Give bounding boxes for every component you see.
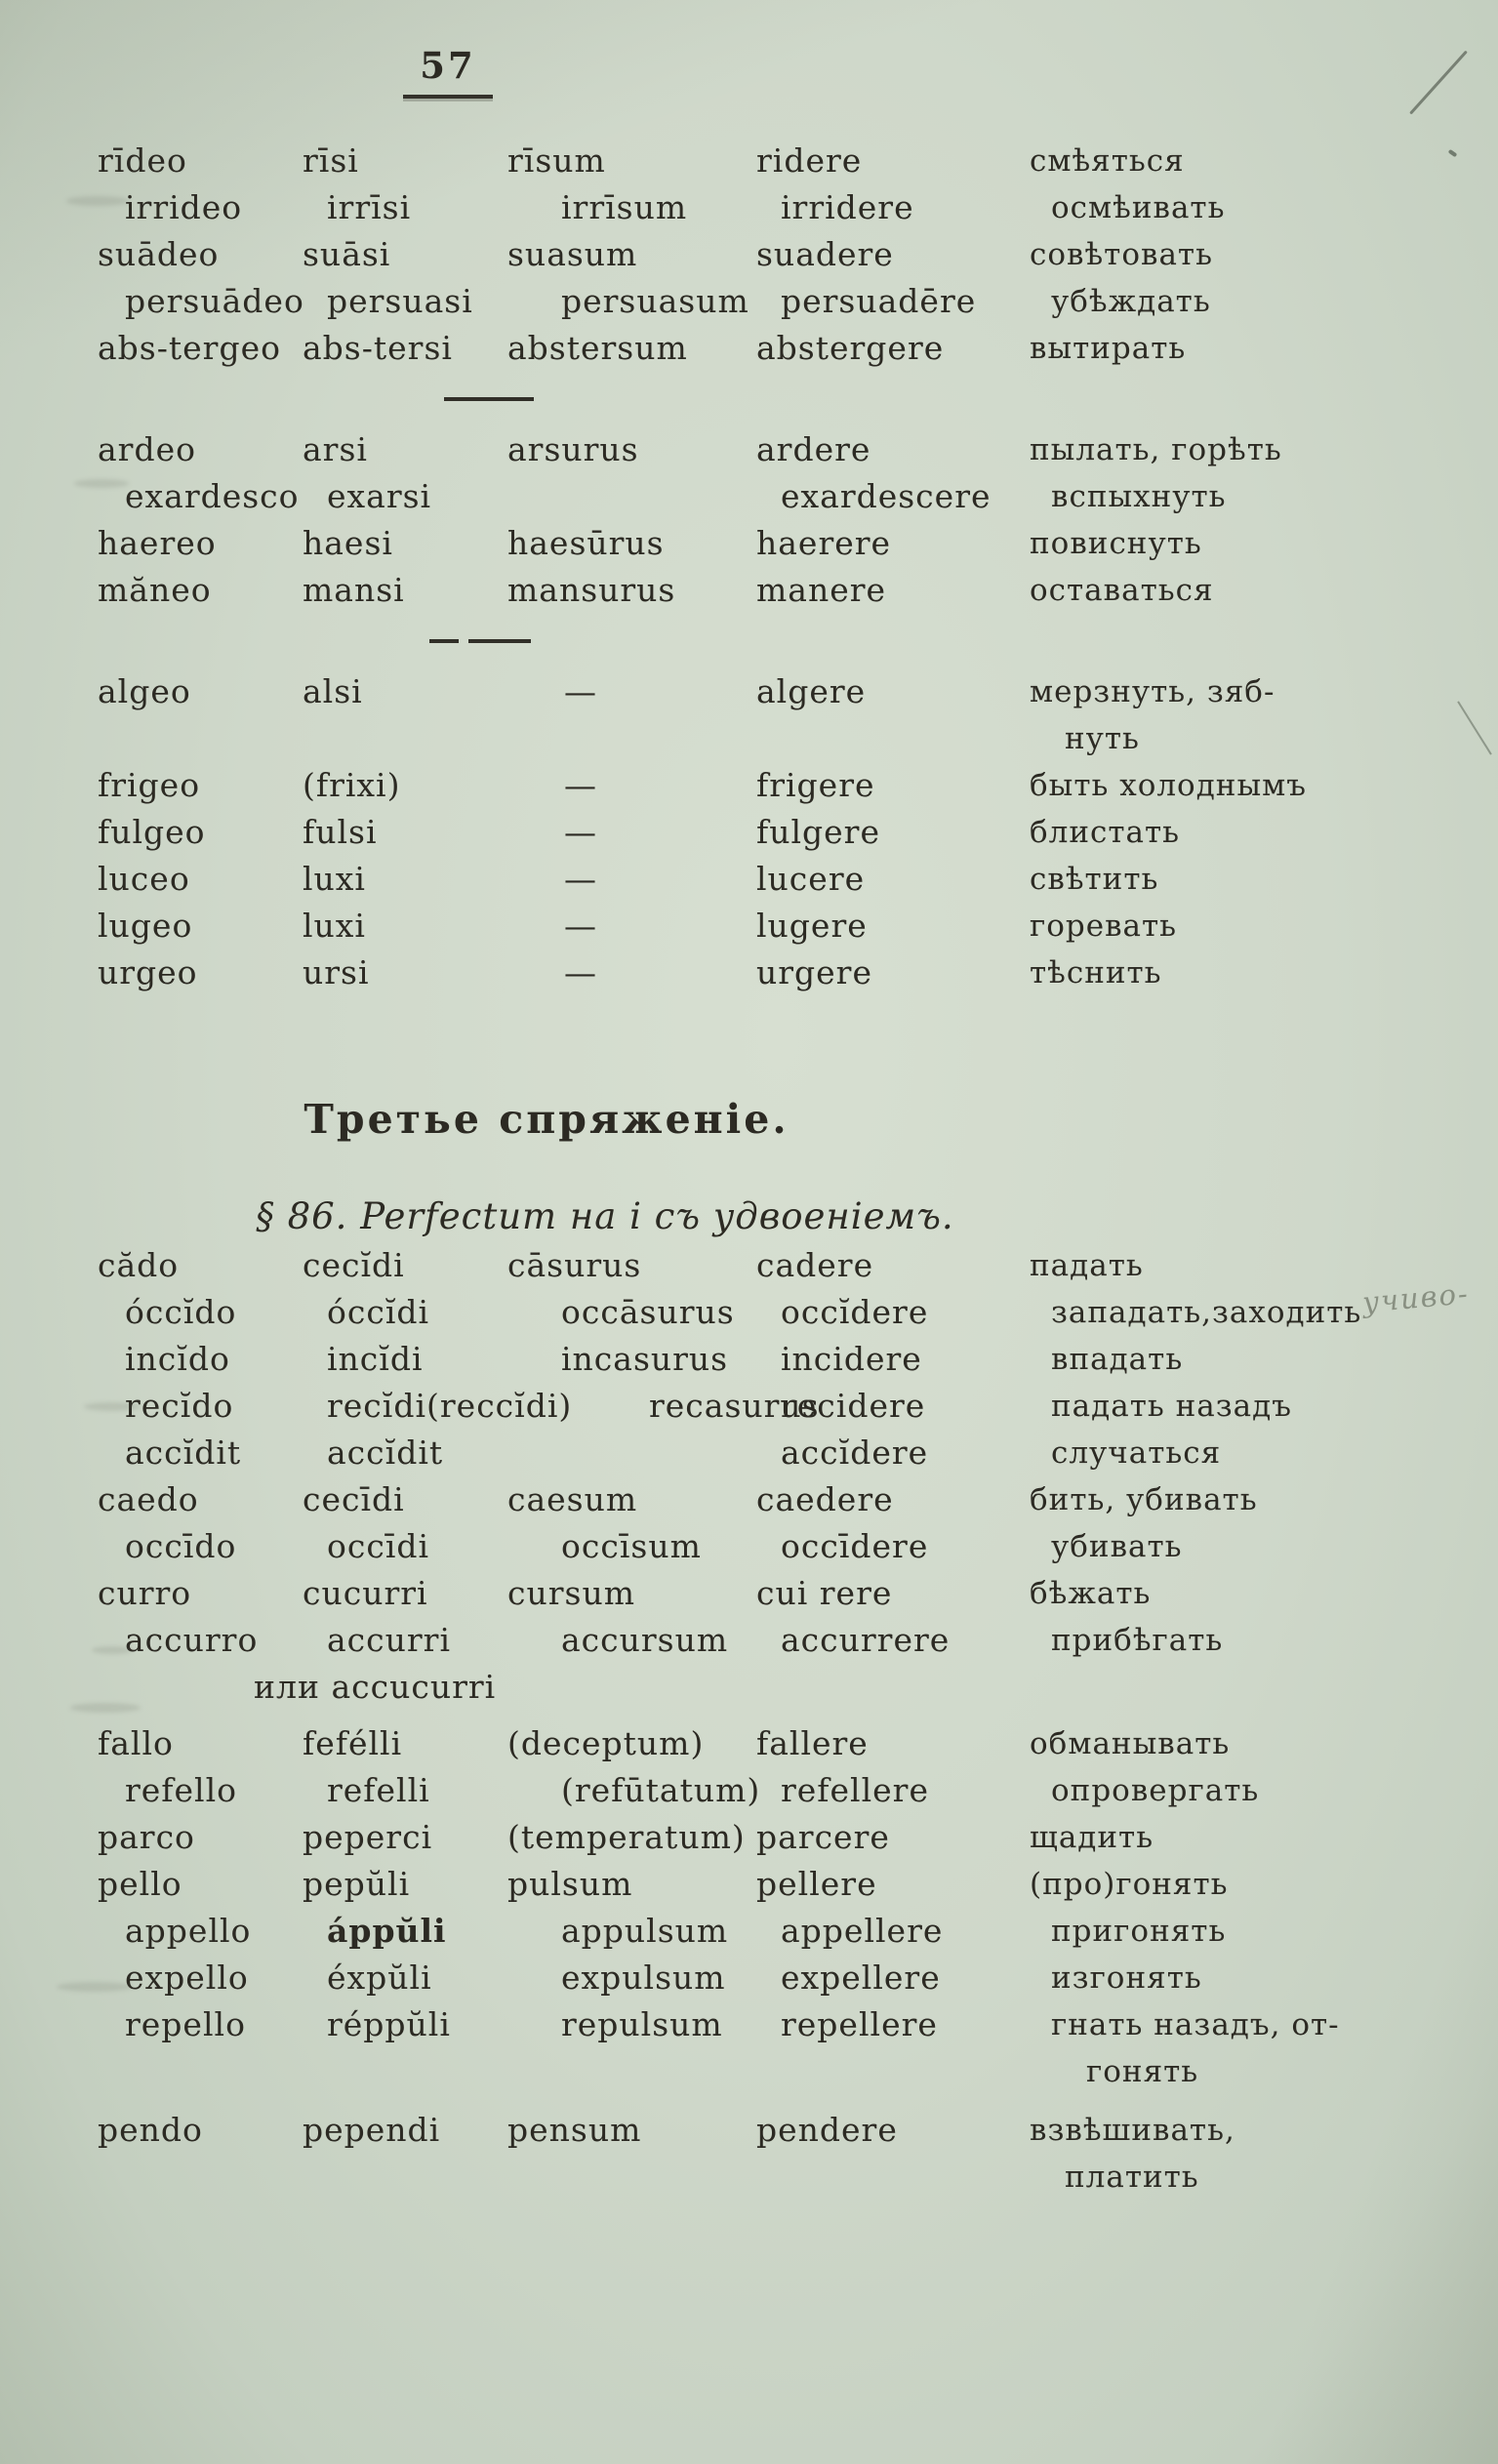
translation-cell: убивать	[1051, 1529, 1183, 1564]
perfect-cell: pependi	[303, 2111, 441, 2149]
translation-cell: опровергать	[1051, 1773, 1260, 1808]
pencil-annotation: учиво-	[1360, 1276, 1471, 1319]
present-cell: abs-tergeo	[98, 329, 281, 367]
translation-cell-line2: нуть	[1065, 721, 1140, 756]
verb-row	[98, 762, 1439, 809]
scan-smudge	[74, 479, 129, 488]
perfect-cell: cecĭdi	[303, 1246, 405, 1284]
present-cell: recĭdo	[125, 1387, 234, 1425]
verb-row	[98, 856, 1439, 903]
translation-cell: щадить	[1030, 1820, 1154, 1855]
supine-cell: —	[564, 953, 597, 991]
perfect-cell: accurri	[327, 1621, 451, 1659]
present-cell: urgeo	[98, 953, 198, 991]
present-cell: luceo	[98, 860, 190, 898]
perfect-cell: fefélli	[303, 1724, 403, 1762]
infinitive-cell: accurrere	[781, 1621, 951, 1659]
translation-cell: смѣяться	[1030, 143, 1185, 179]
translation-cell: тѣснить	[1030, 955, 1162, 990]
supine-cell: (deceptum)	[507, 1724, 705, 1762]
verb-row	[98, 1617, 1439, 1664]
supine-cell: pulsum	[507, 1865, 633, 1903]
present-cell: pello	[98, 1865, 182, 1903]
translation-cell: совѣтовать	[1030, 237, 1213, 272]
perfect-cell: luxi	[303, 907, 366, 945]
verb-row	[98, 184, 1439, 231]
supine-cell: cursum	[507, 1574, 635, 1612]
perfect-cell: óccĭdi	[327, 1293, 430, 1331]
infinitive-cell: refellere	[781, 1771, 929, 1809]
translation-cell: бѣжать	[1030, 1576, 1152, 1611]
present-cell: suādeo	[98, 235, 220, 273]
present-cell: irrideo	[125, 188, 243, 226]
perfect-cell: áppŭli	[327, 1912, 447, 1950]
present-cell: haereo	[98, 524, 217, 562]
perfect-cell: arsi	[303, 430, 368, 468]
verb-table	[98, 138, 1439, 2201]
divider-dash	[429, 639, 459, 643]
section-divider	[429, 639, 1439, 643]
present-cell: algeo	[98, 672, 191, 710]
supine-cell: mansurus	[507, 571, 676, 609]
verb-row	[98, 1430, 1439, 1476]
perfect-cell: suāsi	[303, 235, 391, 273]
infinitive-cell: accĭdere	[781, 1434, 929, 1472]
perfect-cell: abs-tersi	[303, 329, 453, 367]
supine-cell: incasurus	[561, 1340, 729, 1378]
supine-cell: recasurus	[649, 1387, 820, 1425]
supine-cell: haesūrus	[507, 524, 665, 562]
supine-cell: accursum	[561, 1621, 729, 1659]
verb-row	[98, 231, 1439, 278]
verb-row	[98, 278, 1439, 325]
verb-row	[98, 520, 1439, 567]
scan-ink-speck	[1448, 149, 1458, 157]
present-cell: rīdeo	[98, 141, 187, 180]
present-cell: óccĭdo	[125, 1293, 237, 1331]
translation-cell: пригонять	[1051, 1914, 1227, 1949]
supine-cell: cāsurus	[507, 1246, 642, 1284]
infinitive-cell: parcere	[756, 1818, 890, 1856]
verb-row	[98, 325, 1439, 372]
present-cell: occīdo	[125, 1527, 237, 1565]
divider-dash	[468, 639, 531, 643]
present-cell: cădo	[98, 1246, 180, 1284]
perfect-cell: (frixi)	[303, 766, 401, 804]
supine-cell: occāsurus	[561, 1293, 735, 1331]
translation-cell: повиснуть	[1030, 526, 1202, 561]
translation-cell: бить, убивать	[1030, 1482, 1258, 1517]
verb-row	[98, 1955, 1439, 2001]
translation-cell: оставаться	[1030, 573, 1214, 608]
infinitive-cell: ridere	[756, 141, 863, 180]
perfect-alternative-note: или accucurri	[254, 1668, 497, 1706]
translation-cell: впадать	[1051, 1342, 1184, 1377]
infinitive-cell: frigere	[756, 766, 875, 804]
supine-cell: —	[564, 766, 597, 804]
supine-cell: irrīsum	[561, 188, 688, 226]
infinitive-cell: lucere	[756, 860, 866, 898]
translation-cell: осмѣивать	[1051, 190, 1226, 225]
supine-cell: abstersum	[507, 329, 688, 367]
translation-cell: взвѣшивать, платить	[1030, 2107, 1439, 2201]
infinitive-cell: cui rere	[756, 1574, 893, 1612]
perfect-cell: cucurri	[303, 1574, 428, 1612]
infinitive-cell: urgere	[756, 953, 872, 991]
supine-cell: occīsum	[561, 1527, 702, 1565]
verb-row	[98, 1476, 1439, 1523]
perfect-cell: ursi	[303, 953, 370, 991]
verb-row	[98, 567, 1439, 614]
supine-cell: appulsum	[561, 1912, 729, 1950]
supine-cell: —	[564, 907, 597, 945]
present-cell: caedo	[98, 1480, 199, 1518]
section-divider	[444, 397, 534, 401]
infinitive-cell: expellere	[781, 1959, 941, 1997]
translation-cell: вытирать	[1030, 331, 1187, 366]
translation-cell: прибѣгать	[1051, 1623, 1224, 1658]
infinitive-cell: pendere	[756, 2111, 898, 2149]
verb-row	[98, 668, 1439, 762]
translation-cell: блистать	[1030, 815, 1181, 850]
translation-cell: западать,заходить	[1051, 1295, 1362, 1330]
present-cell: fallo	[98, 1724, 174, 1762]
supine-cell	[507, 473, 756, 520]
scan-smudge	[57, 1982, 133, 1992]
verb-row	[98, 1908, 1439, 1955]
verb-row	[98, 1861, 1439, 1908]
book-page	[0, 44, 1498, 2464]
infinitive-cell: fallere	[756, 1724, 869, 1762]
infinitive-cell: occīdere	[781, 1527, 929, 1565]
present-cell: repello	[125, 2005, 246, 2043]
verb-row	[98, 473, 1439, 520]
present-cell: persuādeo	[125, 282, 304, 320]
supine-cell: arsurus	[507, 430, 639, 468]
translation-cell: горевать	[1030, 909, 1178, 944]
translation-cell: свѣтить	[1030, 862, 1159, 897]
present-cell: curro	[98, 1574, 192, 1612]
infinitive-cell: ardere	[756, 430, 871, 468]
verb-row	[98, 1523, 1439, 1570]
present-cell: accurro	[125, 1621, 259, 1659]
perfect-cell: peperci	[303, 1818, 433, 1856]
present-cell: măneo	[98, 571, 212, 609]
scan-smudge	[66, 196, 129, 206]
verb-row	[98, 1720, 1439, 1767]
perfect-cell: exarsi	[327, 477, 432, 515]
infinitive-cell: appellere	[781, 1912, 944, 1950]
verb-row	[98, 426, 1439, 473]
present-cell: pendo	[98, 2111, 203, 2149]
supine-cell: expulsum	[561, 1959, 726, 1997]
present-cell: fulgeo	[98, 813, 206, 851]
infinitive-cell: suadere	[756, 235, 894, 273]
supine-cell: —	[564, 813, 597, 851]
supine-cell: persuasum	[561, 282, 749, 320]
present-cell: refello	[125, 1771, 238, 1809]
paragraph-title: § 86. Perfectum на i съ удвоеніемъ.	[256, 1195, 954, 1237]
translation-cell: вспыхнуть	[1051, 479, 1227, 514]
perfect-cell: refelli	[327, 1771, 430, 1809]
verb-row	[98, 1814, 1439, 1861]
perfect-cell: fulsi	[303, 813, 378, 851]
supine-cell: pensum	[507, 2111, 642, 2149]
verb-row	[98, 809, 1439, 856]
supine-cell: —	[564, 860, 597, 898]
present-cell: parco	[98, 1818, 195, 1856]
infinitive-cell: recidere	[781, 1387, 926, 1425]
translation-cell: (про)гонять	[1030, 1867, 1229, 1902]
infinitive-cell: lugere	[756, 907, 868, 945]
present-cell: expello	[125, 1959, 249, 1997]
translation-cell-line2: платить	[1065, 2160, 1199, 2195]
present-cell: exardesco	[125, 477, 300, 515]
perfect-cell: irrīsi	[327, 188, 412, 226]
page-number-rule	[403, 95, 493, 99]
infinitive-cell: pellere	[756, 1865, 877, 1903]
perfect-cell: rīsi	[303, 141, 359, 180]
translation-cell-line2: гонять	[1086, 2054, 1199, 2089]
perfect-cell: mansi	[303, 571, 405, 609]
verb-row	[98, 1767, 1439, 1814]
present-cell: frigeo	[98, 766, 201, 804]
present-cell: appello	[125, 1912, 252, 1950]
translation-cell: изгонять	[1051, 1960, 1202, 1996]
translation-cell: гнать назадъ, от- гонять	[1030, 2001, 1439, 2095]
perfect-cell: occīdi	[327, 1527, 430, 1565]
infinitive-cell: haerere	[756, 524, 892, 562]
supine-cell: rīsum	[507, 141, 606, 180]
verb-row	[98, 903, 1439, 949]
supine-cell: caesum	[507, 1480, 638, 1518]
infinitive-cell: abstergere	[756, 329, 945, 367]
verb-row	[98, 2001, 1439, 2095]
perfect-cell: incĭdi	[327, 1340, 424, 1378]
infinitive-cell: irridere	[781, 188, 914, 226]
section-title: Третье спряженіе.	[304, 1096, 789, 1143]
perfect-cell: persuasi	[327, 282, 473, 320]
perfect-cell: cecīdi	[303, 1480, 405, 1518]
verb-row	[98, 1289, 1439, 1336]
page-header	[393, 44, 503, 99]
verb-row	[98, 1383, 1439, 1430]
translation-cell: падать	[1030, 1248, 1144, 1283]
verb-row	[98, 138, 1439, 184]
translation-cell: убѣждать	[1051, 284, 1211, 319]
infinitive-cell: persuadēre	[781, 282, 977, 320]
perfect-cell: recĭdi(reccĭdi)	[327, 1387, 573, 1425]
translation-cell: случаться	[1051, 1435, 1222, 1471]
translation-cell: пылать, горѣть	[1030, 432, 1282, 467]
scan-scratch-mark	[1457, 701, 1492, 754]
perfect-cell: accĭdit	[327, 1434, 444, 1472]
scan-fold-mark	[1409, 51, 1468, 115]
perfect-cell: pepŭli	[303, 1865, 411, 1903]
translation-cell: падать назадъ	[1051, 1389, 1292, 1424]
perfect-cell: alsi	[303, 672, 363, 710]
infinitive-cell: exardescere	[781, 477, 992, 515]
verb-row	[98, 1336, 1439, 1383]
perfect-cell: haesi	[303, 524, 393, 562]
page-number: 57	[420, 44, 476, 87]
infinitive-cell: incidere	[781, 1340, 922, 1378]
infinitive-cell: occĭdere	[781, 1293, 929, 1331]
infinitive-cell: caedere	[756, 1480, 894, 1518]
scan-smudge	[84, 1402, 141, 1411]
verb-row	[98, 1570, 1439, 1617]
verb-row	[98, 949, 1439, 996]
supine-cell: repulsum	[561, 2005, 723, 2043]
supine-cell: (refūtatum)	[561, 1771, 761, 1809]
perfect-cell: réppŭli	[327, 2005, 451, 2043]
infinitive-cell: fulgere	[756, 813, 880, 851]
verb-row	[98, 2107, 1439, 2201]
perfect-cell: éxpŭli	[327, 1959, 432, 1997]
translation-cell: мерзнуть, зяб- нуть	[1030, 668, 1439, 762]
infinitive-cell: manere	[756, 571, 887, 609]
present-cell: accĭdit	[125, 1434, 242, 1472]
scan-smudge	[92, 1646, 133, 1654]
supine-cell: —	[564, 672, 597, 710]
supine-cell: suasum	[507, 235, 638, 273]
translation-cell: быть холоднымъ	[1030, 768, 1307, 803]
translation-cell: обманывать	[1030, 1726, 1231, 1761]
scan-smudge	[70, 1703, 141, 1713]
infinitive-cell: repellere	[781, 2005, 938, 2043]
verb-row	[98, 1242, 1439, 1289]
present-cell: incĭdo	[125, 1340, 230, 1378]
supine-cell	[507, 1430, 756, 1476]
perfect-cell: luxi	[303, 860, 366, 898]
infinitive-cell: algere	[756, 672, 867, 710]
present-cell: lugeo	[98, 907, 193, 945]
infinitive-cell: cadere	[756, 1246, 874, 1284]
supine-cell: (temperatum)	[507, 1818, 746, 1856]
present-cell: ardeo	[98, 430, 196, 468]
